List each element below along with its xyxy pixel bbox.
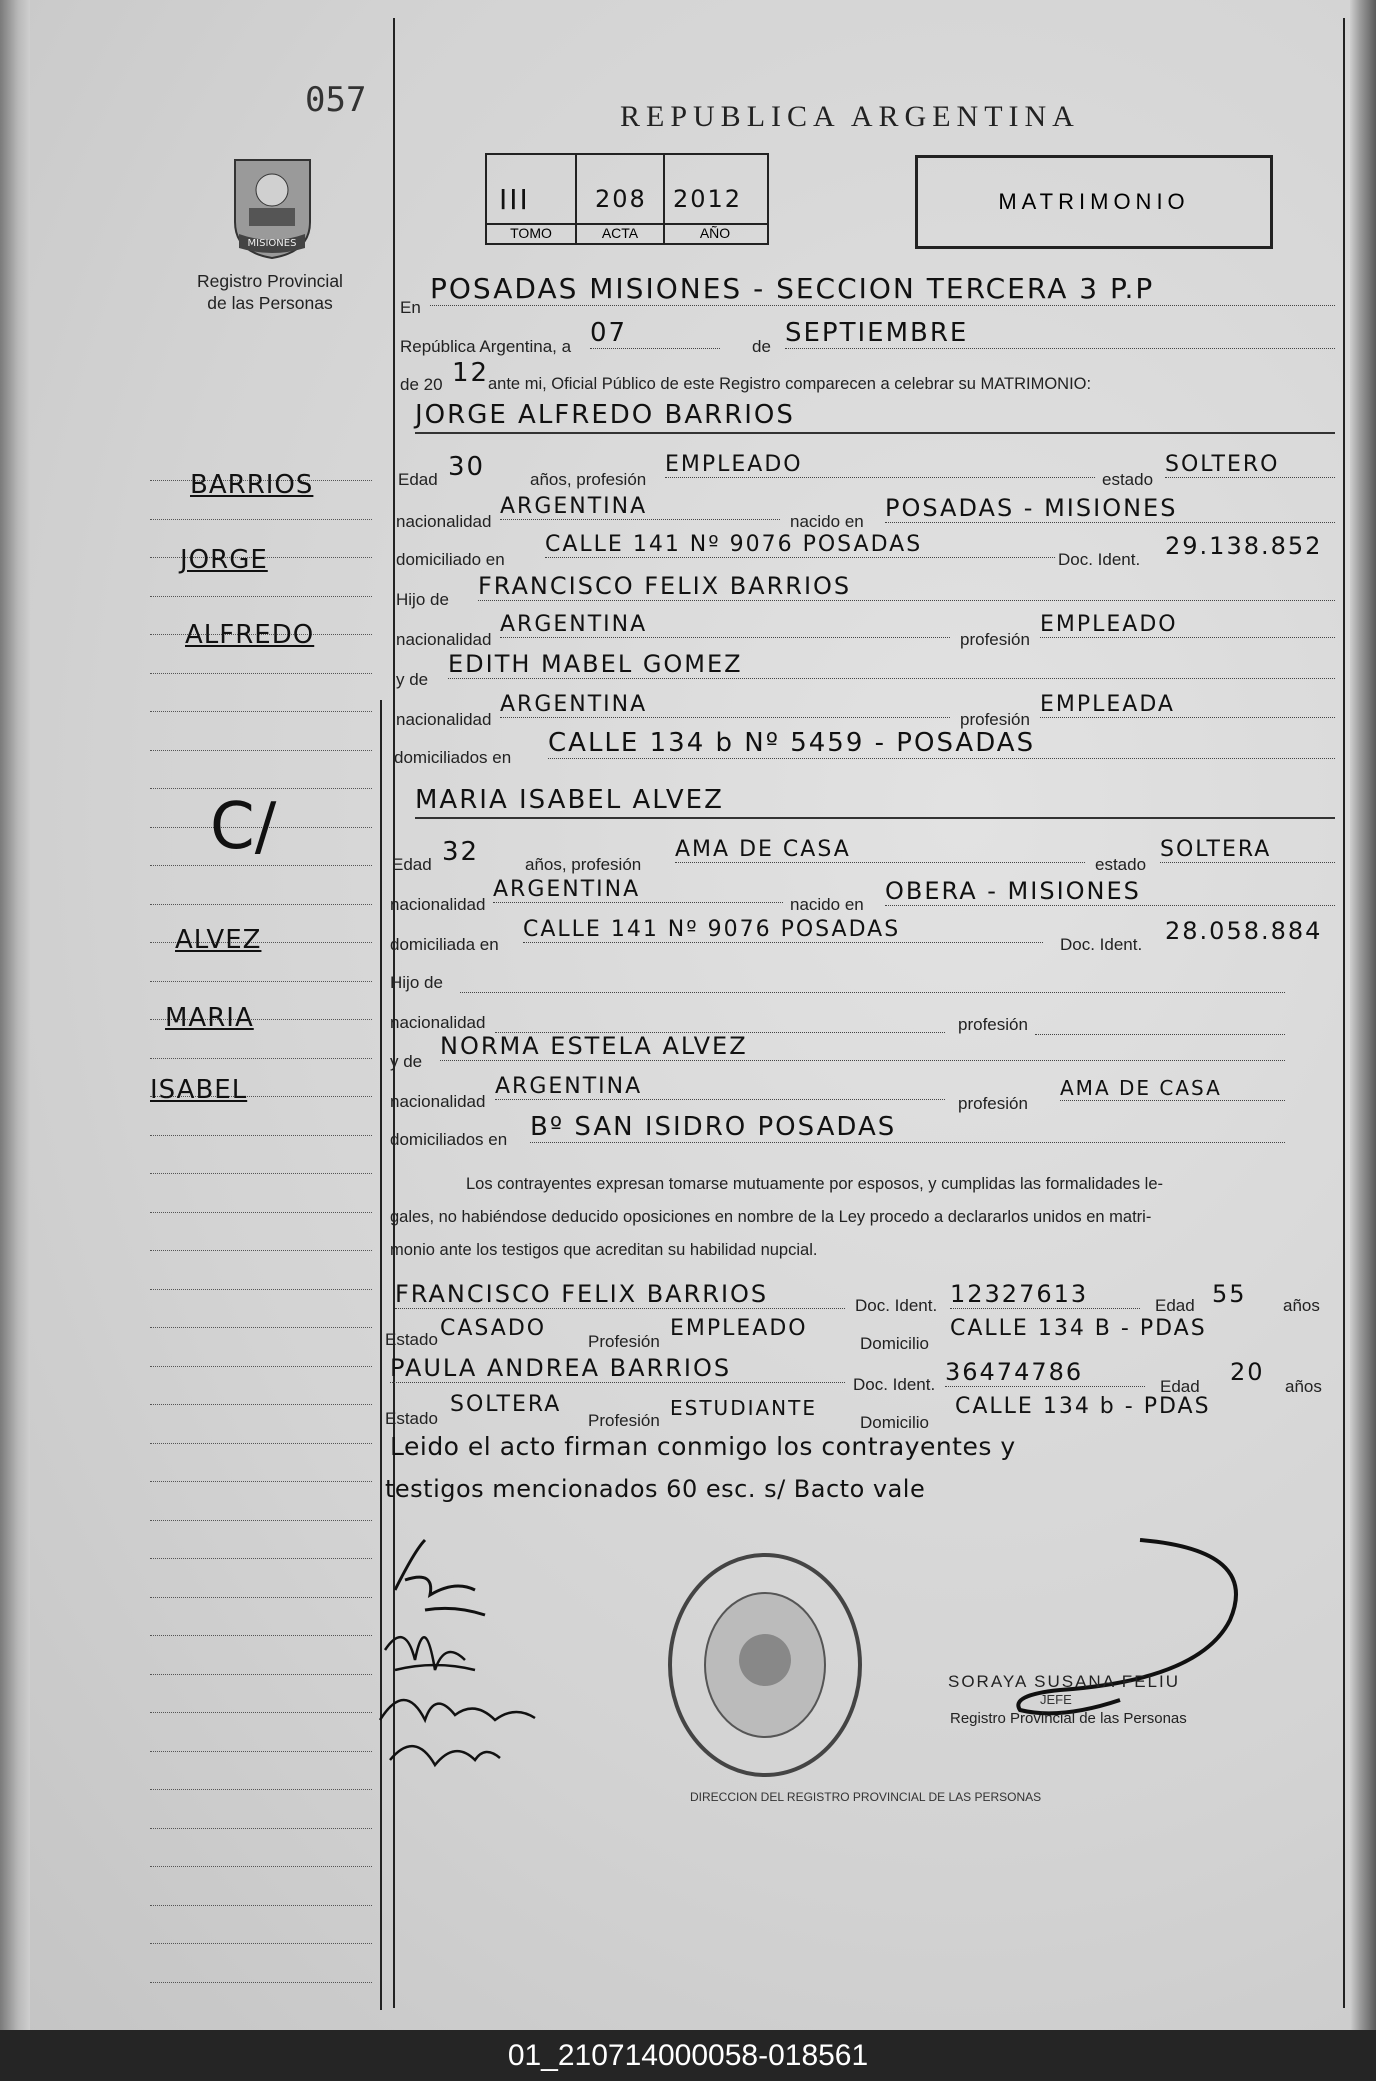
margin-rule-line (150, 711, 372, 712)
margin-rule-line (150, 1828, 372, 1829)
margin-rule-line (150, 519, 372, 520)
margin-rule-line (150, 1751, 372, 1752)
witness1-edad: 55 (1212, 1280, 1247, 1308)
acta-value: 208 (595, 185, 647, 213)
groom-estado: SOLTERO (1165, 452, 1335, 478)
official-round-stamp (665, 1550, 865, 1785)
groom-dom-label: domiciliado en (396, 550, 505, 569)
bride-madre-prof: AMA DE CASA (1060, 1076, 1285, 1101)
anio-value: 2012 (673, 185, 743, 213)
bride-estado-label: estado (1095, 855, 1147, 874)
witness1-name: FRANCISCO FELIX BARRIOS (395, 1280, 845, 1309)
place-value: POSADAS MISIONES - SECCION TERCERA 3 P.P (430, 272, 1335, 306)
bride-nacionalidad: ARGENTINA (493, 877, 783, 903)
groom-padre-prof: EMPLEADO (1040, 612, 1335, 638)
witness1-dom-label: Domicilio (860, 1334, 929, 1353)
groom-doms: CALLE 134 b Nº 5459 - POSADAS (548, 728, 1335, 759)
bride-padre-line (460, 988, 1285, 993)
groom-doc-label: Doc. Ident. (1058, 550, 1141, 569)
book-binding (0, 0, 30, 2030)
witness2-anos-label: años (1285, 1377, 1322, 1396)
witness2-doc-label: Doc. Ident. (853, 1375, 936, 1394)
groom-hijo-label: Hijo de (396, 590, 449, 609)
groom-nac-label: nacionalidad (396, 512, 492, 531)
bride-nacido-label: nacido en (790, 895, 864, 914)
bride-nac-label: nacionalidad (390, 895, 486, 914)
bride-doc-label: Doc. Ident. (1060, 935, 1143, 954)
groom-madre-prof: EMPLEADA (1040, 692, 1335, 718)
witness1-prof-label: Profesión (588, 1332, 660, 1351)
margin-rule-line (150, 1558, 372, 1559)
margin-rule-line (150, 1635, 372, 1636)
margin-rule-line (150, 1404, 372, 1405)
witness2-edad-label: Edad (1160, 1377, 1200, 1396)
intro-text: ante mi, Oficial Público de este Registro comparecen a celebrar su MATRIMONIO: (488, 375, 1092, 393)
bride-edad-label: Edad (392, 855, 432, 874)
groom-estado-label: estado (1102, 470, 1154, 489)
header-title: REPUBLICA ARGENTINA (620, 100, 1080, 133)
groom-madre: EDITH MABEL GOMEZ (448, 650, 1335, 679)
groom-doc: 29.138.852 (1165, 532, 1323, 560)
footer-id: 01_210714000058-018561 (0, 2030, 1376, 2081)
witness1-anos-label: años (1283, 1296, 1320, 1315)
groom-anos-label: años, profesión (530, 470, 647, 489)
groom-profesion: EMPLEADO (665, 452, 1095, 478)
year-prefix: de 20 (400, 375, 443, 394)
margin-bride-surname: ALVEZ (175, 925, 262, 955)
margin-rule-line (150, 1674, 372, 1675)
witness1-doc-label: Doc. Ident. (855, 1296, 938, 1315)
margin-rule-line (150, 865, 372, 866)
closing-line-2: testigos mencionados 60 esc. s/ Bacto vale (385, 1475, 926, 1503)
month-value: SEPTIEMBRE (785, 318, 1335, 349)
margin-rule-line (150, 673, 372, 674)
de-label: de (752, 337, 771, 356)
bride-hijo-label: Hijo de (390, 973, 443, 992)
margin-groom-surname: BARRIOS (190, 470, 314, 500)
margin-rule-line (150, 1212, 372, 1213)
witness1-doc: 12327613 (950, 1280, 1140, 1309)
margin-rule-line (150, 1289, 372, 1290)
right-border (1343, 18, 1345, 2008)
reference-box (485, 153, 769, 245)
margin-rule-line (150, 1250, 372, 1251)
bride-domicilio: CALLE 141 Nº 9076 POSADAS (523, 917, 1043, 943)
witness1-estado-label: Estado (385, 1330, 438, 1349)
logo-text: MISIONES (247, 238, 297, 249)
margin-rule-line (150, 1443, 372, 1444)
margin-rule-line (150, 1982, 372, 1983)
registry-label-2: de las Personas (207, 293, 333, 313)
official-office: Registro Provincial de las Personas (950, 1710, 1187, 1727)
republica-label: República Argentina, a (400, 337, 572, 356)
matrimonio-box: MATRIMONIO (915, 155, 1273, 249)
tomo-label: TOMO (510, 225, 552, 241)
official-name: SORAYA SUSANA FELIU (948, 1672, 1180, 1691)
witness2-doc: 36474786 (945, 1358, 1145, 1387)
margin-rule-line (150, 596, 372, 597)
witness2-profesion: ESTUDIANTE (670, 1396, 817, 1420)
groom-nacionalidad: ARGENTINA (500, 494, 780, 520)
bride-madre-prof-label: profesión (958, 1094, 1028, 1113)
groom-madre-nac-label: nacionalidad (396, 710, 492, 729)
margin-rule-line (150, 981, 372, 982)
margin-bride-second: ISABEL (150, 1075, 248, 1105)
margin-rule-line (150, 788, 372, 789)
bride-padre-nac-label: nacionalidad (390, 1013, 486, 1032)
groom-edad-label: Edad (398, 470, 438, 489)
margin-rule-line (150, 1597, 372, 1598)
bride-doc: 28.058.884 (1165, 917, 1323, 945)
margin-rule-line (150, 1866, 372, 1867)
bride-dom-label: domiciliada en (390, 935, 499, 954)
tomo-value: III (499, 183, 530, 216)
bride-padre-prof-label: profesión (958, 1015, 1028, 1034)
bride-madre: NORMA ESTELA ALVEZ (440, 1032, 1285, 1061)
margin-rule-line (150, 1366, 372, 1367)
bride-full-name: MARIA ISABEL ALVEZ (415, 785, 1335, 819)
margin-rule-line (150, 1789, 372, 1790)
bride-doms-label: domiciliados en (390, 1130, 508, 1149)
bride-edad: 32 (442, 837, 480, 867)
groom-nacido-label: nacido en (790, 512, 864, 531)
day-value: 07 (590, 318, 720, 349)
declaration-line-1: Los contrayentes expresan tomarse mutuamente por esposos, y cumplidas las formalidades le- (466, 1175, 1164, 1193)
anio-label: AÑO (699, 225, 731, 241)
margin-connector: C/ (210, 790, 277, 864)
bride-anos-label: años, profesión (525, 855, 642, 874)
year-suffix: 12 (452, 358, 490, 388)
margin-divider-inner (380, 700, 382, 2010)
groom-yde-label: y de (396, 670, 429, 689)
witness2-estado: SOLTERA (450, 1392, 562, 1417)
groom-padre: FRANCISCO FELIX BARRIOS (478, 572, 1335, 601)
bride-yde-label: y de (390, 1052, 423, 1071)
page-number: 057 (305, 80, 367, 120)
margin-groom-second: ALFREDO (185, 620, 315, 650)
witness2-name: PAULA ANDREA BARRIOS (390, 1354, 845, 1383)
margin-rule-line (150, 1135, 372, 1136)
bride-madre-nac-label: nacionalidad (390, 1092, 486, 1111)
registry-label: Registro Provincial (197, 271, 343, 291)
witness1-profesion: EMPLEADO (670, 1316, 808, 1341)
groom-domicilio: CALLE 141 Nº 9076 POSADAS (545, 532, 1055, 558)
groom-padre-prof-label: profesión (960, 630, 1030, 649)
official-role: JEFE (1040, 1692, 1072, 1707)
groom-edad: 30 (448, 452, 486, 482)
closing-line-1: Leido el acto firman conmigo los contrayentes y (390, 1432, 1016, 1461)
margin-rule-line (150, 1943, 372, 1944)
acta-label: ACTA (601, 225, 639, 241)
declaration-line-3: monio ante los testigos que acreditan su habilidad nupcial. (390, 1241, 818, 1259)
signatures-block (375, 1520, 555, 1785)
bride-estado: SOLTERA (1160, 837, 1335, 863)
misiones-coat-of-arms-icon (225, 152, 320, 267)
bride-madre-nac: ARGENTINA (495, 1074, 945, 1100)
page-edge (1350, 0, 1376, 2030)
margin-rule-line (150, 904, 372, 905)
groom-madre-prof-label: profesión (960, 710, 1030, 729)
groom-full-name: JORGE ALFREDO BARRIOS (415, 400, 1335, 434)
bride-profesion: AMA DE CASA (675, 837, 1085, 863)
groom-nacido: POSADAS - MISIONES (885, 494, 1335, 523)
witness2-domicilio: CALLE 134 b - PDAS (955, 1394, 1211, 1419)
margin-rule-line (150, 1712, 372, 1713)
groom-padre-nac-label: nacionalidad (396, 630, 492, 649)
witness1-domicilio: CALLE 134 B - PDAS (950, 1316, 1207, 1341)
declaration-line-2: gales, no habiéndose deducido oposiciones en nombre de la Ley procedo a declararlos unidos en matri- (390, 1208, 1152, 1226)
margin-rule-line (150, 1520, 372, 1521)
margin-rule-line (150, 1173, 372, 1174)
margin-bride-first: MARIA (165, 1003, 254, 1033)
bride-nacido: OBERA - MISIONES (885, 877, 1335, 906)
margin-rule-line (150, 1058, 372, 1059)
witness2-edad: 20 (1230, 1358, 1265, 1386)
groom-doms-label: domiciliados en (394, 748, 512, 767)
witness2-estado-label: Estado (385, 1409, 438, 1428)
groom-madre-nac: ARGENTINA (500, 692, 950, 718)
margin-groom-first: JORGE (180, 545, 268, 575)
groom-padre-nac: ARGENTINA (500, 612, 950, 638)
witness2-prof-label: Profesión (588, 1411, 660, 1430)
en-label: En (400, 298, 421, 317)
witness1-estado: CASADO (440, 1316, 547, 1341)
stamp-text: DIRECCION DEL REGISTRO PROVINCIAL DE LAS PERSONAS (690, 1790, 1042, 1804)
margin-rule-line (150, 1481, 372, 1482)
bride-doms: Bº SAN ISIDRO POSADAS (530, 1112, 1285, 1143)
margin-rule-line (150, 1327, 372, 1328)
margin-rule-line (150, 1905, 372, 1906)
margin-rule-line (150, 750, 372, 751)
witness2-dom-label: Domicilio (860, 1413, 929, 1432)
witness1-edad-label: Edad (1155, 1296, 1195, 1315)
